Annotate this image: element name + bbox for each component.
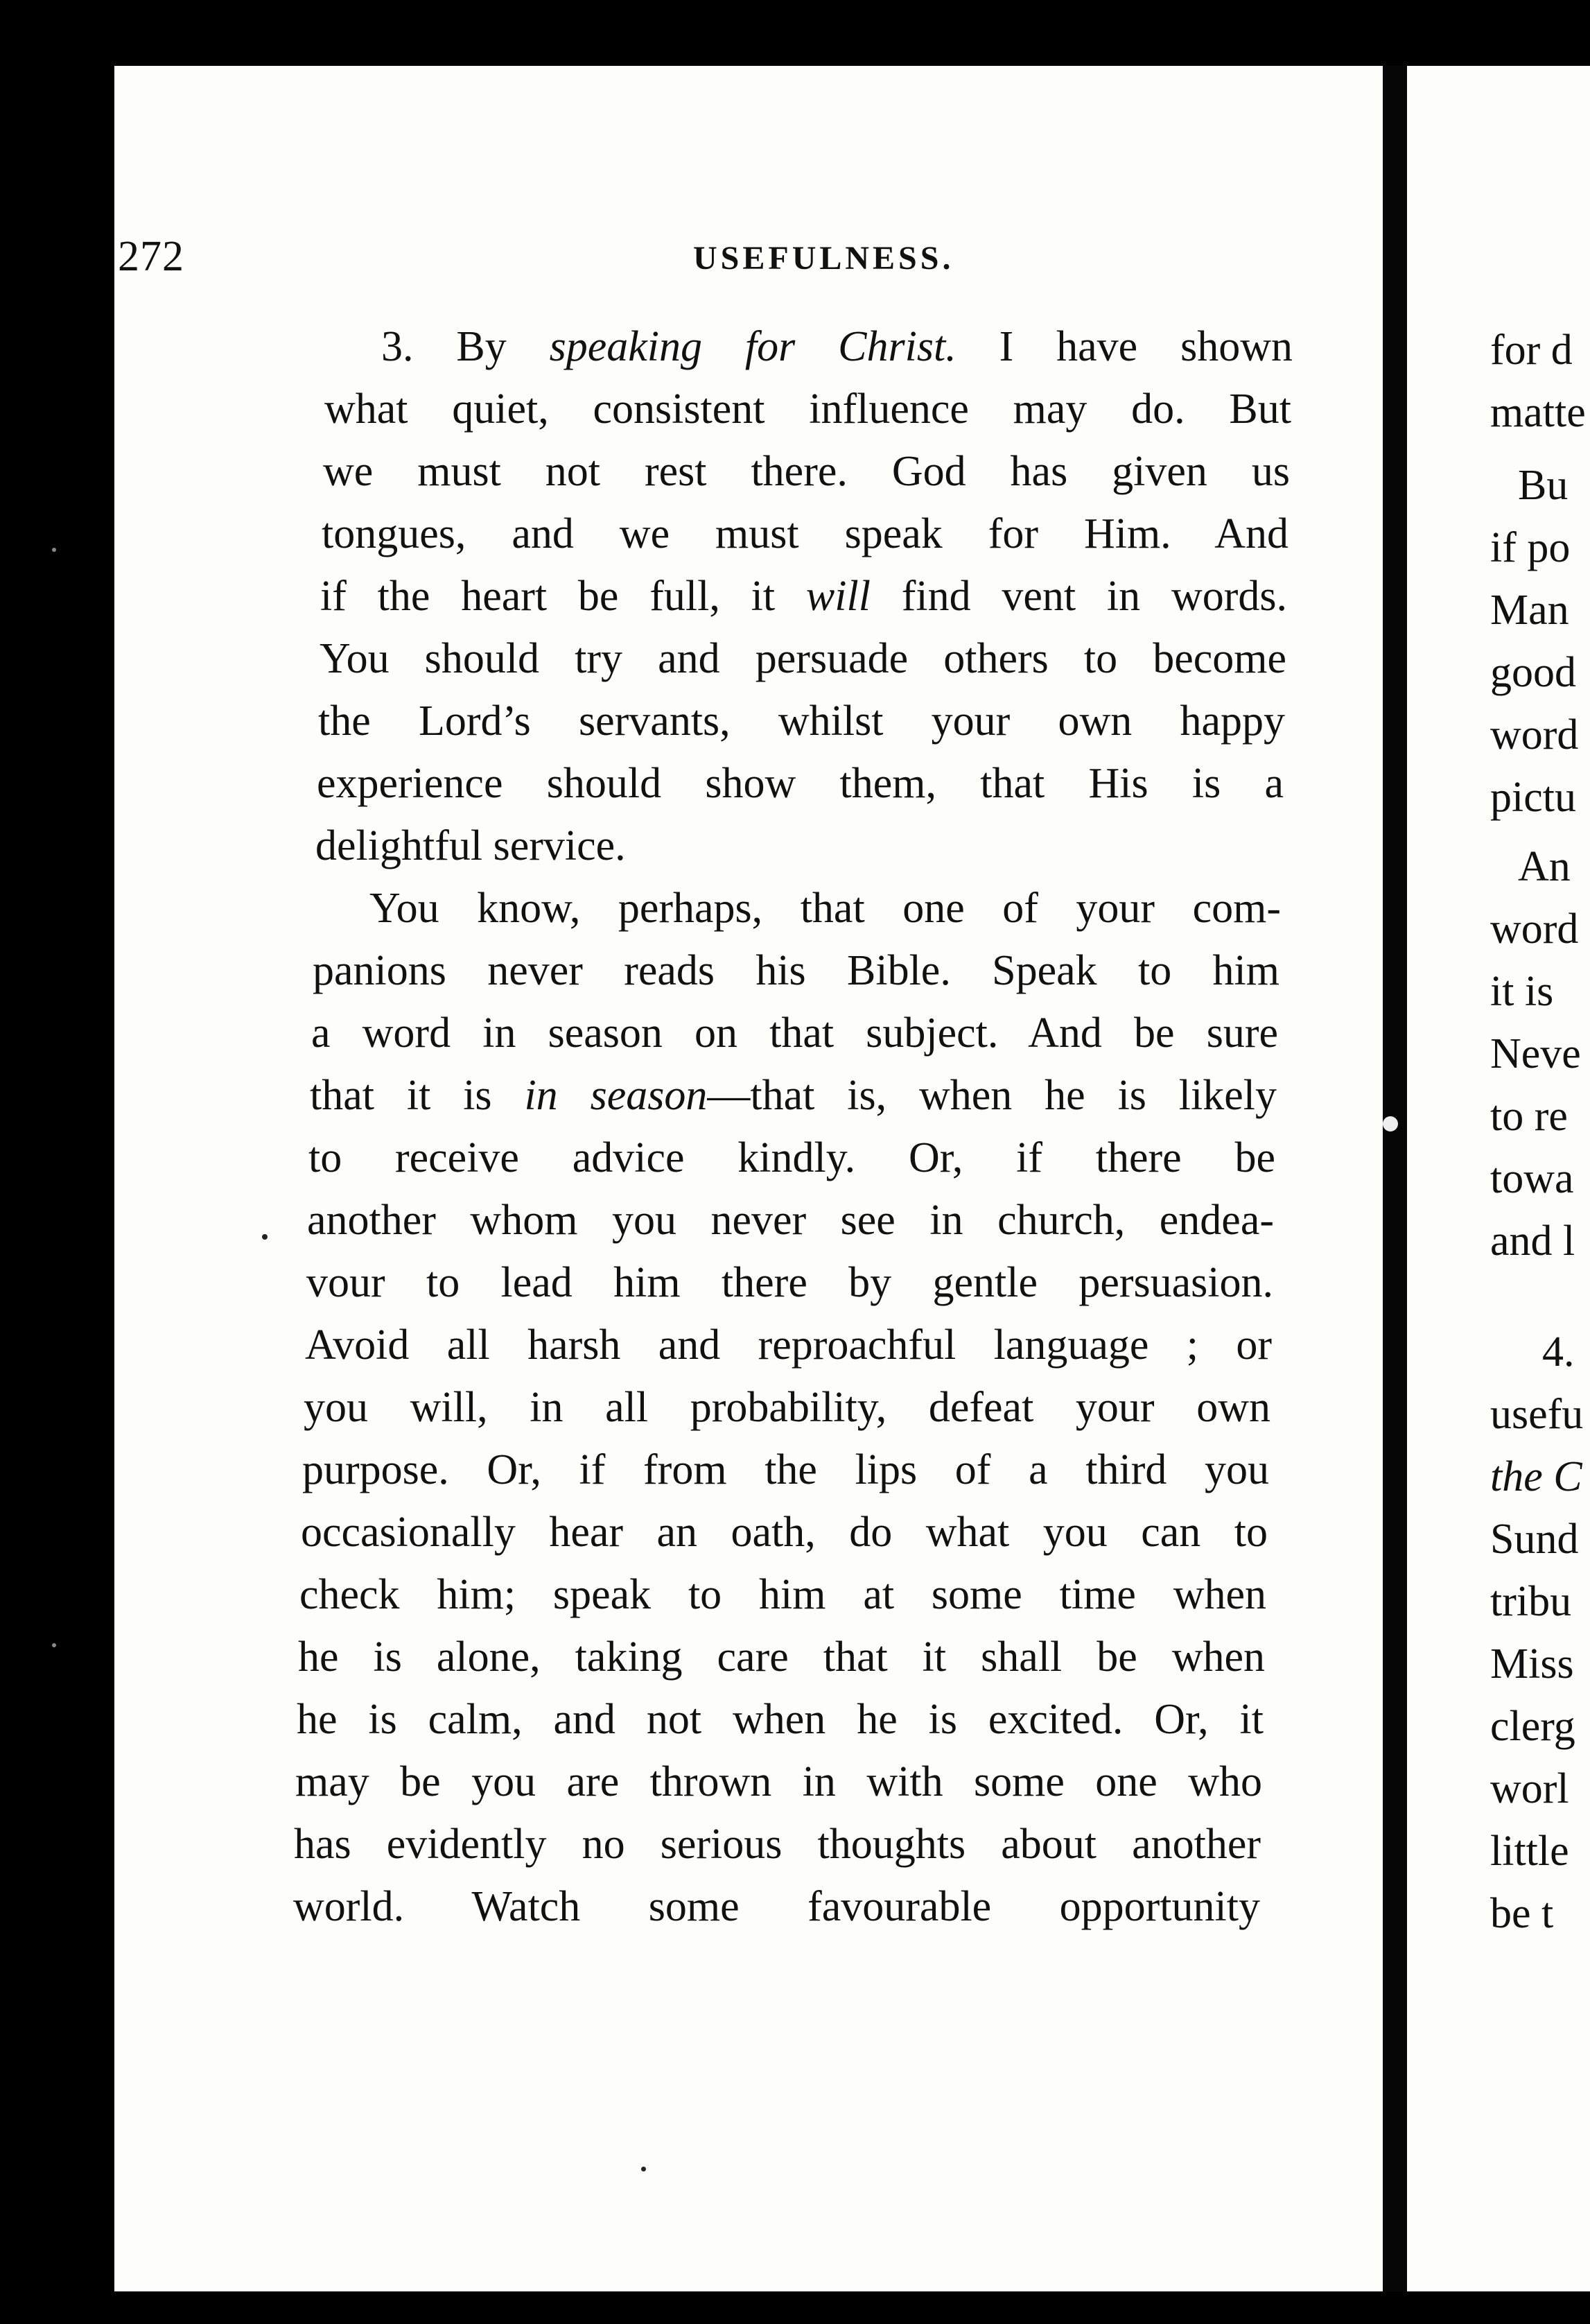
text-fragment: it is bbox=[1490, 968, 1554, 1015]
text-line: he is calm, and not when he is excited. Or, it bbox=[297, 1696, 1264, 1743]
text-fragment: for d bbox=[1490, 327, 1573, 374]
text-line: that it is in season—that is, when he is likely bbox=[310, 1072, 1277, 1119]
text-line: vour to lead him there by gentle persuasion. bbox=[306, 1259, 1273, 1306]
text-fragment: little bbox=[1490, 1828, 1569, 1875]
text-line: 3. By speaking for Christ. I have shown bbox=[381, 323, 1293, 370]
text-fragment: and l bbox=[1490, 1217, 1575, 1265]
text-line: world. Watch some favourable opportunity bbox=[293, 1883, 1260, 1930]
text-fragment: if po bbox=[1490, 524, 1571, 571]
text-line: delightful service. bbox=[315, 822, 626, 869]
text-fragment: Neve bbox=[1490, 1030, 1581, 1077]
text-fragment: worl bbox=[1490, 1765, 1569, 1812]
text-line: a word in season on that subject. And be sure bbox=[311, 1009, 1278, 1057]
text-line: occasionally hear an oath, do what you can to bbox=[301, 1509, 1268, 1556]
text-fragment: clerg bbox=[1490, 1703, 1575, 1750]
text-fragment: Man bbox=[1490, 587, 1569, 634]
page-speck bbox=[52, 1643, 56, 1647]
text-fragment: 4. bbox=[1542, 1328, 1575, 1376]
text-fragment: pictu bbox=[1490, 774, 1576, 821]
text-fragment: word bbox=[1490, 711, 1579, 758]
text-line: if the heart be full, it will find vent in words. bbox=[320, 573, 1288, 620]
text-line: has evidently no serious thoughts about another bbox=[294, 1821, 1261, 1868]
text-fragment: to re bbox=[1490, 1093, 1568, 1140]
running-title: USEFULNESS. bbox=[693, 240, 954, 277]
text-fragment: usefu bbox=[1490, 1391, 1584, 1438]
text-line: we must not rest there. God has given us bbox=[323, 448, 1290, 495]
text-line: You should try and persuade others to become bbox=[320, 635, 1286, 682]
text-line: the Lord’s servants, whilst your own happy bbox=[318, 697, 1285, 745]
page-speck bbox=[262, 1234, 268, 1240]
text-fragment: the C bbox=[1490, 1453, 1582, 1500]
text-line: experience should show them, that His is a bbox=[317, 760, 1284, 807]
text-line: he is alone, taking care that it shall be when bbox=[298, 1633, 1265, 1681]
text-line: check him; speak to him at some time when bbox=[299, 1571, 1266, 1618]
text-fragment: good bbox=[1490, 649, 1576, 696]
text-line: Avoid all harsh and reproachful language ; or bbox=[305, 1321, 1272, 1369]
text-fragment: matte bbox=[1490, 389, 1586, 436]
page-speck bbox=[52, 548, 56, 552]
text-line: purpose. Or, if from the lips of a third you bbox=[302, 1446, 1269, 1493]
text-line: panions never reads his Bible. Speak to him bbox=[313, 947, 1279, 994]
text-fragment: tribu bbox=[1490, 1578, 1572, 1625]
page-speck bbox=[641, 2167, 646, 2171]
text-line: You know, perhaps, that one of your com- bbox=[369, 885, 1281, 932]
page-speck bbox=[1383, 1116, 1398, 1131]
text-fragment: Miss bbox=[1490, 1640, 1574, 1688]
page-number: 272 bbox=[118, 233, 184, 280]
text-line: tongues, and we must speak for Him. And bbox=[322, 510, 1288, 557]
book-gutter bbox=[1383, 66, 1407, 2291]
text-fragment: Sund bbox=[1490, 1516, 1579, 1563]
text-line: may be you are thrown in with some one who bbox=[295, 1758, 1262, 1805]
text-line: you will, in all probability, defeat your own bbox=[304, 1384, 1270, 1431]
text-fragment: An bbox=[1518, 843, 1571, 890]
text-fragment: towa bbox=[1490, 1155, 1574, 1202]
text-line: another whom you never see in church, endea- bbox=[307, 1197, 1274, 1244]
text-fragment: word bbox=[1490, 905, 1579, 953]
text-line: what quiet, consistent influence may do. But bbox=[324, 385, 1291, 433]
text-line: to receive advice kindly. Or, if there be bbox=[308, 1134, 1275, 1181]
text-fragment: Bu bbox=[1518, 462, 1569, 509]
text-fragment: be t bbox=[1490, 1890, 1554, 1937]
